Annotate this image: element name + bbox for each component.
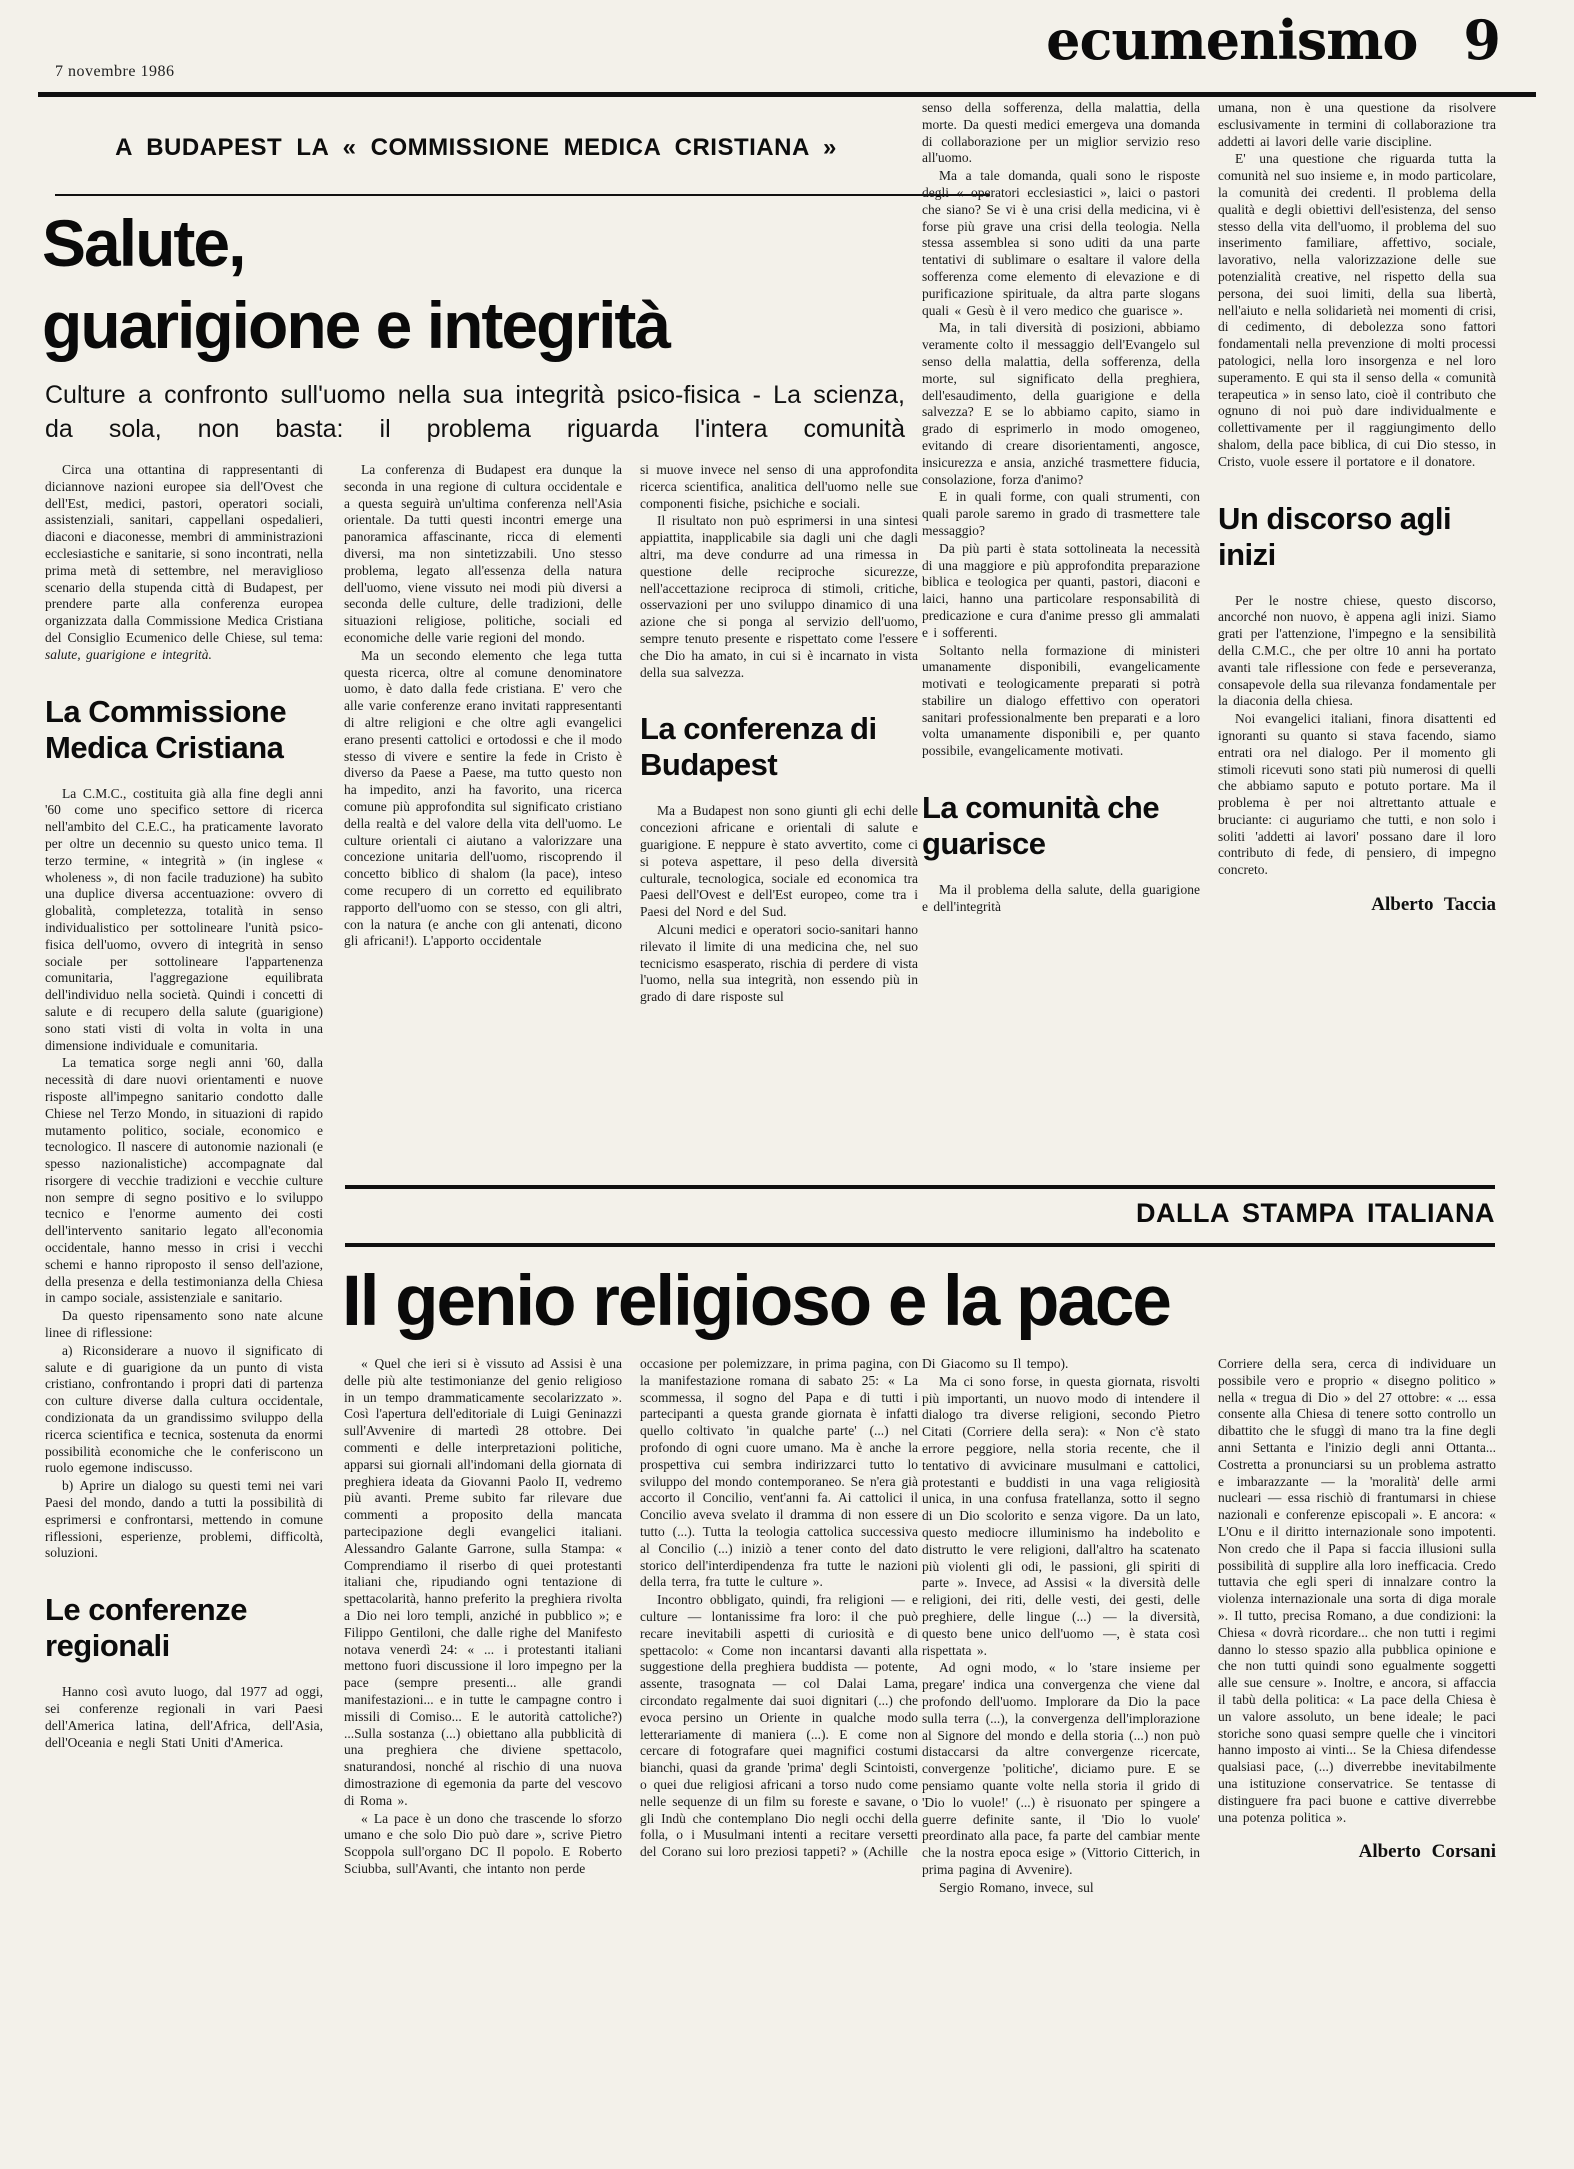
divider-rule-top xyxy=(345,1185,1495,1189)
article1-deck: Culture a confronto sull'uomo nella sua integrità psico-fisica - La scienza, da sola, non basta: il problema riguarda l'intera comunità xyxy=(45,381,905,443)
paragraph: Incontro obbligato, quindi, fra religioni — e culture — lontanissime fra loro: il che può recare inevitabili aspetti di curiosità e di spettacolo: « Come non incantarsi davanti alla suggestione della preghiera buddista — potente, assente, trasognata — col Dalai Lama, circondato regalmente dai suoi dignitari (...) che evoca persino un Oriente in qualche modo letterariamente di maniera (...). E come non cercare di fotografare quei magnifici costumi bianchi, quasi da grande 'prima' degli Scintoisti, o quei due religiosi africani a torso nudo come nelle sequenze di un film su foreste e savane, o gli Indù che contemplano Dio negli occhi della folla, o i Musulmani intenti a recitare versetti del Corano sui loro preziosi tappeti? » (Achille xyxy=(640,1592,918,1860)
kicker-rule xyxy=(55,194,990,196)
paragraph: E' una questione che riguarda tutta la comunità nel suo insieme e, in modo particolare, la comunità dei credenti. Il problema della qualità e degli obiettivi dell'esistenza, del senso stesso della vita dell'uomo, il problema del suo inserimento familiare, affettivo, sociale, lavorativo, nella valorizzazione delle sue potenzialità creative, nel rispetto della sua persona, dei suoi limiti, della sua libertà, nell'aiuto e nella solidarietà nei momenti di crisi, di cedimento, di debolezza sono fattori fondamentali nella prevenzione di molti processi patologici, nella loro insorgenza e nel loro superamento. E qui sta il senso della « comunità terapeutica » in senso lato, cioè il contributo che ognuno di noi può dare individualmente e collettivamente per il raggiungimento dello shalom, della pace biblica, di cui Dio stesso, in Cristo, vuole essere il portatore e il donatore. xyxy=(1218,151,1496,469)
paragraph: umana, non è una questione da risolvere esclusivamente in termini di collaborazione tra addetti ai lavori delle varie discipline. xyxy=(1218,100,1496,149)
paragraph: Soltanto nella formazione di ministeri umanamente disponibili, evangelicamente motivati e teologicamente preparati si potrà stabilire un dialogo effettivo con operatori sanitari professionalmente ben preparati e a loro volta umanamente disponibili e, per quanto possibile, evangelicamente motivati. xyxy=(922,642,1200,759)
article1-kicker: A BUDAPEST LA « COMMISSIONE MEDICA CRISTIANA » xyxy=(115,134,837,161)
paragraph: Ad ogni modo, « lo 'stare insieme per pregare' indica una convergenza che viene dal profondo dell'uomo. Implorare da Dio la pace sulla terra (...), la convergenza dell'implorazione al Signore del mondo e della storia (...) non può distaccarsi da altre convergenze ricercate, convergenze 'politiche', diciamo pure. E se pensiamo quante volte nella storia il grido di 'Dio lo vuole!' (...) è risuonato per spingere a guerre definite sante, il 'Dio lo vuole' preordinato alla pace, fa parte del cambiar mente che la nostra epoca esige » (Vittorio Citterich, in prima pagina di Avvenire). xyxy=(922,1660,1200,1877)
paragraph: Ma a tale domanda, quali sono le risposte degli « operatori ecclesiastici », laici o pastori che siano? Se vi è una crisi della medicina, vi è forse più grave una crisi della teologia. Nella stessa assemblea si sono uditi da una parte tentativi di sublimare o esaltare il valore della sofferenza come elemento di elevazione e di purificazione spirituale, da altra parte slogans quali « Gesù è il vero medico che guarisce ». xyxy=(922,168,1200,318)
page-date: 7 novembre 1986 xyxy=(55,63,175,80)
paragraph-text: Circa una ottantina di rappresentanti di diciannove nazioni europee sia dell'Ovest che dell'Est, medici, pastori, operatori sociali, assistenziali, sanitari, cappellani ospedalieri, diaconi e diaconesse, membri di amministrazioni ecclesiastiche e sanitarie, si sono incontrati, nella prima metà di settembre, nel meraviglioso scenario della stupenda città di Budapest, per prendere parte alla conferenza europea organizzata dalla Commissione Medica Cristiana del Consiglio Ecumenico delle Chiese, sul tema: xyxy=(45,462,323,645)
article1-column-4 xyxy=(922,100,1200,1162)
section-title: ecumenismo xyxy=(1046,8,1418,72)
masthead xyxy=(980,8,1500,72)
paragraph: Da più parti è stata sottolineata la necessità di una maggiore e più approfondita preparazione biblica e teologica per quanti, pastori, diaconi e laici, hanno una particolare responsabilità di predicazione e cura d'anime presso gli ammalati e i sofferenti. xyxy=(922,540,1200,640)
paragraph: Hanno così avuto luogo, dal 1977 ad oggi, sei conferenze regionali in vari Paesi dell'America latina, dell'Africa, dell'Asia, dell'Oceania e negli Stati Uniti d'America. xyxy=(45,1684,323,1750)
section-heading-discorso-agli-inizi: Un discorso agli inizi xyxy=(1218,500,1452,572)
article1-column-1 xyxy=(45,462,323,2142)
paragraph: Ma ci sono forse, in questa giornata, risvolti più importanti, un nuovo modo di intendere il dialogo tra diverse religioni, secondo Pietro Citati (Corriere della sera): « Non c'è stato errore peggiore, nella storia recente, che il tentativo di avvicinare musulmani e cattolici, protestanti e buddisti in una vaga religiosità unica, in una confusa fratellanza, sotto il segno di un Dio scolorito e senza vigore. Da un lato, questo mediocre illuminismo ha indebolito e distrutto le vere religioni, dall'altro ha scatenato più violenti gli odi, le passioni, gli spiriti di parte ». Invece, ad Assisi « la diversità delle religioni, dei riti, delle vesti, dei gesti, delle preghiere, delle lingue (...) — la diversità, questo bene unico dell'uomo —, è stata così rispettata ». xyxy=(922,1373,1200,1658)
article2-byline: Alberto Corsani xyxy=(1358,1841,1496,1863)
article1-column-5 xyxy=(1218,100,1496,1162)
paragraph: Ma un secondo elemento che lega tutta questa ricerca, oltre al comune denominatore uomo, è dato dalla fede cristiana. E' vero che alle varie conferenze erano invitati rappresentanti di altre religioni e che oltre agli evangelici erano presenti cattolici e ortodossi e che il modo stesso di vivere e sentire la fede in Cristo è diverso da Paese a Paese, ma tutto questo non ha impedito, anzi ha favorito, una ricerca comune più approfondita sul significato cristiano della realtà e del valore della vita dell'uomo. Le culture orientali ci aiutano a valorizzare una concezione unitaria dell'uomo, riscoprendo il concetto biblico di shalom (la pace), inteso come recupero di un corretto ed equilibrato rapporto dell'uomo con se stesso, con gli altri, con la natura (e anche con gli antenati, dicono gli africani!). L'apporto occidentale xyxy=(344,647,622,949)
article2-column-3 xyxy=(922,1356,1200,2166)
paragraph: « La pace è un dono che trascende lo sforzo umano e che solo Dio può dare », scrive Pietro Scoppola sull'organo DC Il popolo. E Roberto Sciubba, sull'Avanti, che intanto non perde xyxy=(344,1810,622,1876)
article1-column-3 xyxy=(640,462,918,1162)
paragraph: E in quali forme, con quali strumenti, con quali parole saremo in grado di trasmettere tale messaggio? xyxy=(922,489,1200,538)
page-number: 9 xyxy=(1463,8,1500,72)
paragraph: b) Aprire un dialogo su questi temi nei vari Paesi del mondo, dando a tutti la possibilità di esprimersi e confrontarsi, mettendo in comune riflessioni, esperienze, problemi, difficoltà, soluzioni. xyxy=(45,1478,323,1561)
paragraph: Da questo ripensamento sono nate alcune linee di riflessione: xyxy=(45,1308,323,1341)
paragraph: Ma, in tali diversità di posizioni, abbiamo veramente colto il messaggio dell'Evangelo sul senso della malattia, della sofferenza, della morte, sul significato della preghiera, dell'esaudimento, della guarigione e della salvezza? E se lo abbiamo capito, siamo in grado di esprimerlo in modo omogeneo, evitando di creare disorientamenti, angosce, insicurezza e ansia, anziché trasmettere fiducia, consolazione, forza d'animo? xyxy=(922,320,1200,487)
paragraph: Noi evangelici italiani, finora disattenti ed ignoranti su quanto si stava facendo, siamo entrati ora nel dialogo. Per il momento gli stimoli ricevuti sono stati più numerosi di quelli che abbiamo saputo e potuto portare. Ma il problema è per noi altrettanto attuale e bruciante: ci auguriamo che tutti, e non solo i soliti 'addetti ai lavori' possano dare il loro contributo di fede, di pensiero, di impegno concreto. xyxy=(1218,711,1496,878)
paragraph: si muove invece nel senso di una approfondita ricerca scientifica, analitica dell'uomo nelle sue componenti fisiche, psichiche e sociali. xyxy=(640,462,918,511)
paragraph: Alcuni medici e operatori socio-sanitari hanno rilevato il limite di una medicina che, nel suo tecnicismo esasperato, rischia di perdere di vista l'uomo, nella sua integrità, non essendo più in grado di dare risposte sul xyxy=(640,921,918,1005)
article2-column-4 xyxy=(1218,1356,1496,2166)
paragraph xyxy=(45,462,323,664)
paragraph: occasione per polemizzare, in prima pagina, con la manifestazione romana di sabato 25: « La scommessa, il sogno del Papa e di tutti i partecipanti a questa grande giornata è infatti quello coltivato 'in qualche parte' (...) nel profondo di ogni cuore umano. Ma è anche la prospettiva cui sembra indirizzarci tutto lo sviluppo del mondo contemporaneo. Se n'era già accorto il Concilio, vent'anni fa. Ai cattolici il Concilio aveva svelato il dramma di non essere tutto (...). Tutta la teologia cattolica successiva al Concilio (...) iniziò a tener conto del dato storico dell'interdipendenza fra tutte le nazioni della terra, fra tutte le culture ». xyxy=(640,1356,918,1590)
section-banner: DALLA STAMPA ITALIANA xyxy=(1136,1198,1495,1228)
paragraph: « Quel che ieri si è vissuto ad Assisi è una delle più alte testimonianze del genio religioso in un tempo drammaticamente secolarizzato ». Così l'apertura dell'editoriale di Luigi Geninazzi sull'Avvenire di martedì 28 ottobre. Dei commenti e delle interpretazioni politiche, apparsi sui giornali all'indomani della giornata di preghiera ideata da Giovanni Paolo II, vedremo più avanti. Preme subito far rilevare due commenti a proposito della mancata partecipazione degli evangelici italiani. Alessandro Galante Garrone, sulla Stampa: « Comprendiamo il riserbo di quei protestanti italiani che, ripudiando ogni tentazione di spettacolarità, hanno preferito la preghiera rivolta a Dio nei loro templi, anziché in pubblico »; e Filippo Gentiloni, che dalle righe del Manifesto notava venerdì 24: « ... i protestanti italiani mettono fuori discussione il loro impegno per la pace (sempre presenti... alle grandi manifestazioni... e in tutte le campagne contro i missili di Comiso... E le autorità cattoliche?) ...Sulla sostanza (...) obiettano alla pubblicità di una preghiera che diviene spettacolo, snaturandosi, nonché al rischio di una nuova dimostrazione di egemonia da parte del vescovo di Roma ». xyxy=(344,1356,622,1808)
paragraph: La conferenza di Budapest era dunque la seconda in una regione di cultura occidentale e a questa seguirà un'ultima conferenza nell'Asia orientale. Da tutti questi incontri emerge una panoramica affascinante, ricca di elementi diversi, ma non sintetizzabili. Uno stesso problema, legato all'essenza della natura dell'uomo, viene vissuto nei modi più diversi a seconda delle culture, delle tradizioni, delle situazioni religiose, politiche, sociali ed economiche delle varie regioni del mondo. xyxy=(344,462,622,645)
paragraph: Corriere della sera, cerca di individuare un possibile vero e proprio « disegno politico » nella « tregua di Dio » del 27 ottobre: « ... essa consente alla Chiesa di tenere sotto controllo un dibattito che le sfuggì di mano tra la fine degli anni Settanta e l'inizio degli anni Ottanta... Costretta a pronunciarsi su un problema astratto e imbarazzante — la 'moralità' delle armi nucleari — essa rischiò di frantumarsi in chiese nazionali e conferenze episcopali ». E ancora: « L'Onu e il diritto internazionale sono impotenti. Non credo che il Papa si faccia illusioni sulla possibilità di supplire alla loro inefficacia. Credo tuttavia che egli speri di innalzare contro la violenza internazionale una sorta di diga morale ». Il tutto, precisa Romano, a due condizioni: la Chiesa « dovrà ricordare... che non tutti i regimi danno lo stesso spazio alla pubblica opinione e che non tutti quindi sono egualmente soggetti alle sue censure ». Inoltre, e ancora, si affaccia il tabù della politica: « La pace della Chiesa è un valore assoluto, un bene ideale; le paci storiche sono quasi sempre quelle che i vincitori hanno imposto ai vinti... Se la Chiesa difendesse qualsiasi pace, (...) diverrebbe inevitabilmente una istituzione conservatrice. Se tentasse di distinguere fra paci buone e cattive diverrebbe una potenza politica ». xyxy=(1218,1356,1496,1825)
paragraph: Per le nostre chiese, questo discorso, ancorché non nuovo, è appena agli inizi. Siamo grati per l'attenzione, l'impegno e la sensibilità della C.M.C., che per oltre 10 anni ha portato avanti tale riflessione con fede e perseveranza, consapevole della sua rilevanza fondamentale per la diaconia della chiesa. xyxy=(1218,592,1496,709)
article1-byline: Alberto Taccia xyxy=(1371,894,1496,916)
paragraph: Ma il problema della salute, della guarigione e dell'integrità xyxy=(922,882,1200,914)
section-heading-comunita-che-guarisce: La comunità che guarisce xyxy=(922,790,1160,862)
section-heading-conferenza-budapest: La conferenza di Budapest xyxy=(640,711,877,783)
paragraph-text-italic: salute, guarigione e integrità. xyxy=(45,646,212,662)
section-heading-conferenze-regionali: Le conferenze regionali xyxy=(45,1592,247,1664)
paragraph: Di Giacomo su Il tempo). xyxy=(922,1356,1069,1371)
paragraph: La tematica sorge negli anni '60, dalla necessità di dare nuovi orientamenti e nuove risposte all'impegno sanitario condotto dalle Chiese nel Terzo Mondo, in situazioni di rapido mutamento politico, sociale, economico e tecnologico. Il nascere di autonomie nazionali (e spesso nazionalistiche) accompagnate dal risorgere di vecchie tradizioni e vecchie culture non sempre di segno positivo e lo sviluppo tecnico e l'enorme aumento dei costi dell'intervento sanitario legato all'economia occidentale, hanno messo in crisi i vecchi schemi e hanno riproposto il senso dell'azione, della presenza e della testimonianza della Chiesa in campo sociale, assistenziale e sanitario. xyxy=(45,1055,323,1306)
article1-headline-line1: Salute, xyxy=(42,206,245,280)
section-heading-commissione: La Commissione Medica Cristiana xyxy=(45,693,287,765)
paragraph: Sergio Romano, invece, sul xyxy=(939,1879,1094,1895)
article1-headline xyxy=(42,202,922,366)
paragraph: a) Riconsiderare a nuovo il significato di salute e di guarigione da un punto di vista cristiano, confrontando i propri dati di partenza con culture diverse dalla cultura occidentale, condizionata da un grandissimo sviluppo della ricerca scientifica e tecnica, sostenuta da enormi possibilità economiche che le conferiscono un ruolo egemone indiscusso. xyxy=(45,1342,323,1476)
divider-rule-bottom xyxy=(345,1243,1495,1247)
article2-headline: Il genio religioso e la pace xyxy=(342,1262,1170,1341)
paragraph: Ma a Budapest non sono giunti gli echi delle concezioni africane e orientali di salute e guarigione. E neppure è stato avvertito, come ci si poteva aspettare, il peso della diversità culturale, tecnologica, sociale ed economica tra Paesi dell'Ovest e dell'Est europeo, come tra i Paesi del Nord e del Sud. xyxy=(640,803,918,920)
paragraph: Il risultato non può esprimersi in una sintesi appiattita, inapplicabile sia dagli uni che dagli altri, ma deve condurre ad una rimessa in questione delle reciproche sicurezze, nell'accettazione reciproca di stimoli, critiche, osservazioni per uno sviluppo dinamico di una azione che si ponga al servizio dell'uomo, sempre tenuto presente e rispettato come l'essere che Dio ha amato, in cui si è incarnato in vista della sua salvezza. xyxy=(640,513,918,680)
paragraph: senso della sofferenza, della malattia, della morte. Da questi medici emergeva una domanda di collaborazione per un miglior servizio reso all'uomo. xyxy=(922,100,1200,166)
paragraph: La C.M.C., costituita già alla fine degli anni '60 come uno specifico settore di ricerca nell'ambito del C.E.C., ha praticamente lavorato per oltre un decennio su questo unico tema. Il terzo termine, « integrità » (in inglese « wholeness », di non facile traduzione) ha subìto una duplice diversa accentuazione: ovvero di globalità, completezza, totalità in senso individualistico per sottolineare l'unità psico-fisica dell'uomo, ovvero di integrità in senso sociale per sottolineare l'appartenenza comunitaria, l'aggregazione equilibrata dell'individuo nella società. Quindi i concetti di salute e di recupero della salute (guarigione) sono stati visti di volta in volta in una dimensione individuale e comunitaria. xyxy=(45,785,323,1053)
article2-column-1 xyxy=(344,1356,622,2166)
header-rule xyxy=(38,92,1536,97)
article1-column-2 xyxy=(344,462,622,1162)
article1-headline-line2: guarigione e integrità xyxy=(42,288,670,362)
article2-column-2 xyxy=(640,1356,918,2166)
